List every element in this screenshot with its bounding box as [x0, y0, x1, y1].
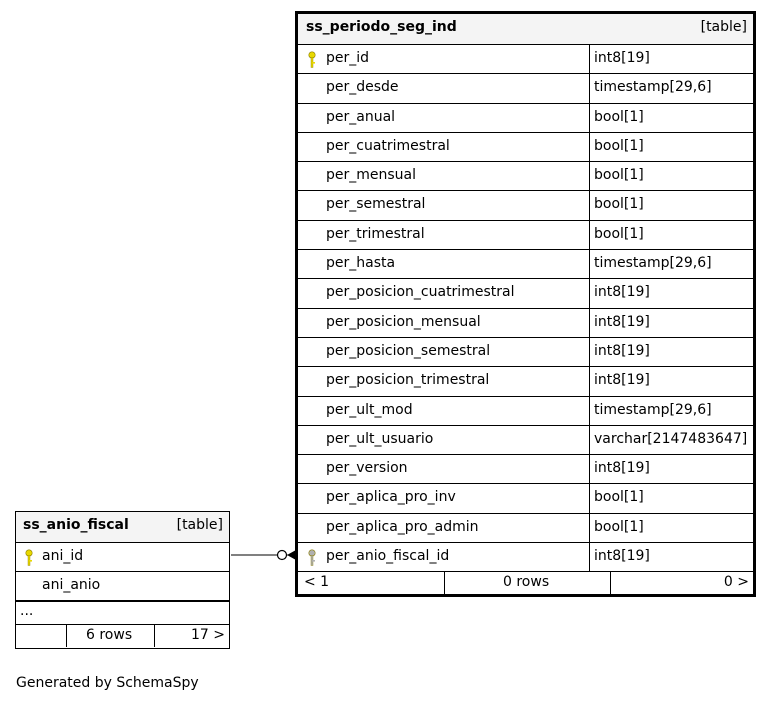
column-name: per_aplica_pro_admin — [326, 518, 479, 535]
column-name: per_mensual — [326, 167, 417, 184]
column-type: int8[19] — [594, 548, 650, 565]
column-type: timestamp[29,6] — [594, 255, 712, 272]
column-name: per_hasta — [326, 255, 396, 272]
column-type: bool[1] — [594, 108, 644, 125]
generated-by-label: Generated by SchemaSpy — [16, 675, 199, 691]
column-name: per_posicion_trimestral — [326, 372, 490, 389]
column-type: int8[19] — [594, 372, 650, 389]
column-name: per_trimestral — [326, 225, 425, 242]
table-name[interactable]: ss_anio_fiscal — [23, 517, 129, 533]
column-name: per_posicion_cuatrimestral — [326, 284, 515, 301]
column-name: per_cuatrimestral — [326, 137, 450, 154]
column-name: ani_anio — [42, 577, 101, 593]
children-link[interactable]: 17 > — [191, 627, 225, 643]
column-type: int8[19] — [594, 342, 650, 359]
column-name: per_ult_usuario — [326, 430, 434, 447]
column-type: bool[1] — [594, 518, 644, 535]
column-type: int8[19] — [594, 460, 650, 477]
column-name: ani_id — [42, 548, 84, 564]
column-type: int8[19] — [594, 313, 650, 330]
column-name: per_posicion_mensual — [326, 313, 481, 330]
ellipsis: ... — [20, 603, 34, 619]
column-type: timestamp[29,6] — [594, 401, 712, 418]
column-name: per_anio_fiscal_id — [326, 548, 450, 565]
table-kind: [table] — [700, 19, 747, 35]
table-kind: [table] — [176, 517, 223, 533]
parents-link[interactable]: < 1 — [304, 574, 330, 591]
column-type: bool[1] — [594, 225, 644, 242]
column-type: bool[1] — [594, 167, 644, 184]
column-name: per_desde — [326, 79, 399, 96]
column-name: per_id — [326, 50, 370, 66]
column-type: timestamp[29,6] — [594, 79, 712, 96]
column-type: varchar[2147483647] — [594, 430, 748, 447]
children-link[interactable]: 0 > — [723, 574, 749, 591]
column-type: int8[19] — [594, 50, 650, 66]
column-name: per_version — [326, 460, 408, 477]
column-name: per_anual — [326, 108, 396, 125]
row-count: 6 rows — [86, 627, 133, 643]
column-type: bool[1] — [594, 489, 644, 506]
zero-optional-marker — [278, 551, 287, 560]
table-name[interactable]: ss_periodo_seg_ind — [306, 19, 457, 35]
column-name: per_posicion_semestral — [326, 342, 491, 359]
column-name: per_aplica_pro_inv — [326, 489, 456, 506]
column-type: int8[19] — [594, 284, 650, 301]
column-type: bool[1] — [594, 196, 644, 213]
column-name: per_ult_mod — [326, 401, 413, 418]
column-name: per_semestral — [326, 196, 426, 213]
row-count: 0 rows — [503, 574, 550, 591]
column-type: bool[1] — [594, 137, 644, 154]
